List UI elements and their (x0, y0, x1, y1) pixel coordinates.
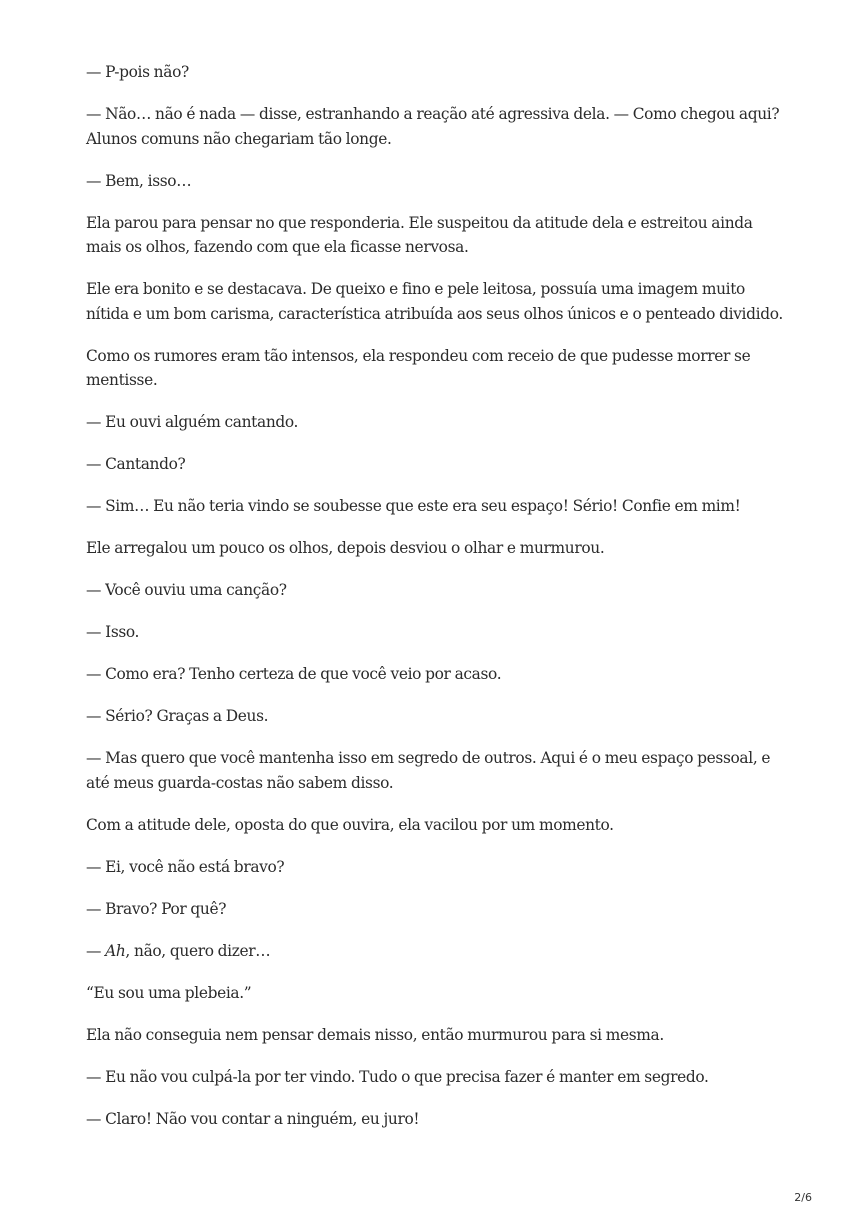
paragraph: — Eu ouvi alguém cantando. (86, 413, 299, 431)
italic-word: Ah (105, 941, 126, 960)
paragraph: — Bem, isso… (86, 171, 192, 190)
paragraph: — P-pois não? (86, 63, 189, 81)
paragraph: Ele era bonito e se destacava. De queixo e fino e pele leitosa, possuía uma imagem muito nítida e um bom carisma, característica atribuída aos seus olhos únicos e o penteado dividido. (86, 280, 783, 323)
paragraph: — Eu não vou culpá-la por ter vindo. Tudo o que precisa fazer é manter em segredo. (86, 1067, 709, 1086)
paragraph: — Claro! Não vou contar a ninguém, eu juro! (86, 1109, 420, 1128)
paragraph: Como os rumores eram tão intensos, ela respondeu com receio de que pudesse morrer se mentisse. (86, 346, 751, 389)
paragraph (86, 939, 786, 964)
paragraph-prefix: — (86, 941, 106, 960)
paragraph: Ela não conseguia nem pensar demais nisso, então murmurou para si mesma. (86, 1025, 664, 1044)
paragraph: — Cantando? (86, 455, 186, 473)
paragraph: — Você ouviu uma canção? (86, 581, 287, 599)
paragraph: — Como era? Tenho certeza de que você veio por acaso. (86, 665, 502, 683)
paragraph: “Eu sou uma plebeia.” (86, 983, 252, 1002)
paragraph: — Isso. (86, 623, 140, 641)
paragraph: Ele arregalou um pouco os olhos, depois desviou o olhar e murmurou. (86, 539, 605, 557)
page-number: 2/6 (794, 1191, 812, 1204)
document-body (86, 60, 786, 1149)
paragraph: Com a atitude dele, oposta do que ouvira, ela vacilou por um momento. (86, 815, 614, 834)
paragraph: — Bravo? Por quê? (86, 899, 227, 918)
paragraph: — Mas quero que você mantenha isso em segredo de outros. Aqui é o meu espaço pessoal, e até meus guarda-costas não sabem disso. (86, 749, 771, 792)
paragraph: — Sério? Graças a Deus. (86, 707, 269, 725)
paragraph: — Não… não é nada — disse, estranhando a reação até agressiva dela. — Como chegou aqui? Alunos comuns não chegariam tão longe. (86, 105, 780, 148)
paragraph: Ela parou para pensar no que responderia. Ele suspeitou da atitude dela e estreitou ainda mais os olhos, fazendo com que ela ficasse nervosa. (86, 213, 753, 256)
paragraph: — Ei, você não está bravo? (86, 857, 285, 876)
paragraph: — Sim… Eu não teria vindo se soubesse que este era seu espaço! Sério! Confie em mim! (86, 497, 741, 515)
paragraph-suffix: , não, quero dizer… (125, 941, 271, 960)
